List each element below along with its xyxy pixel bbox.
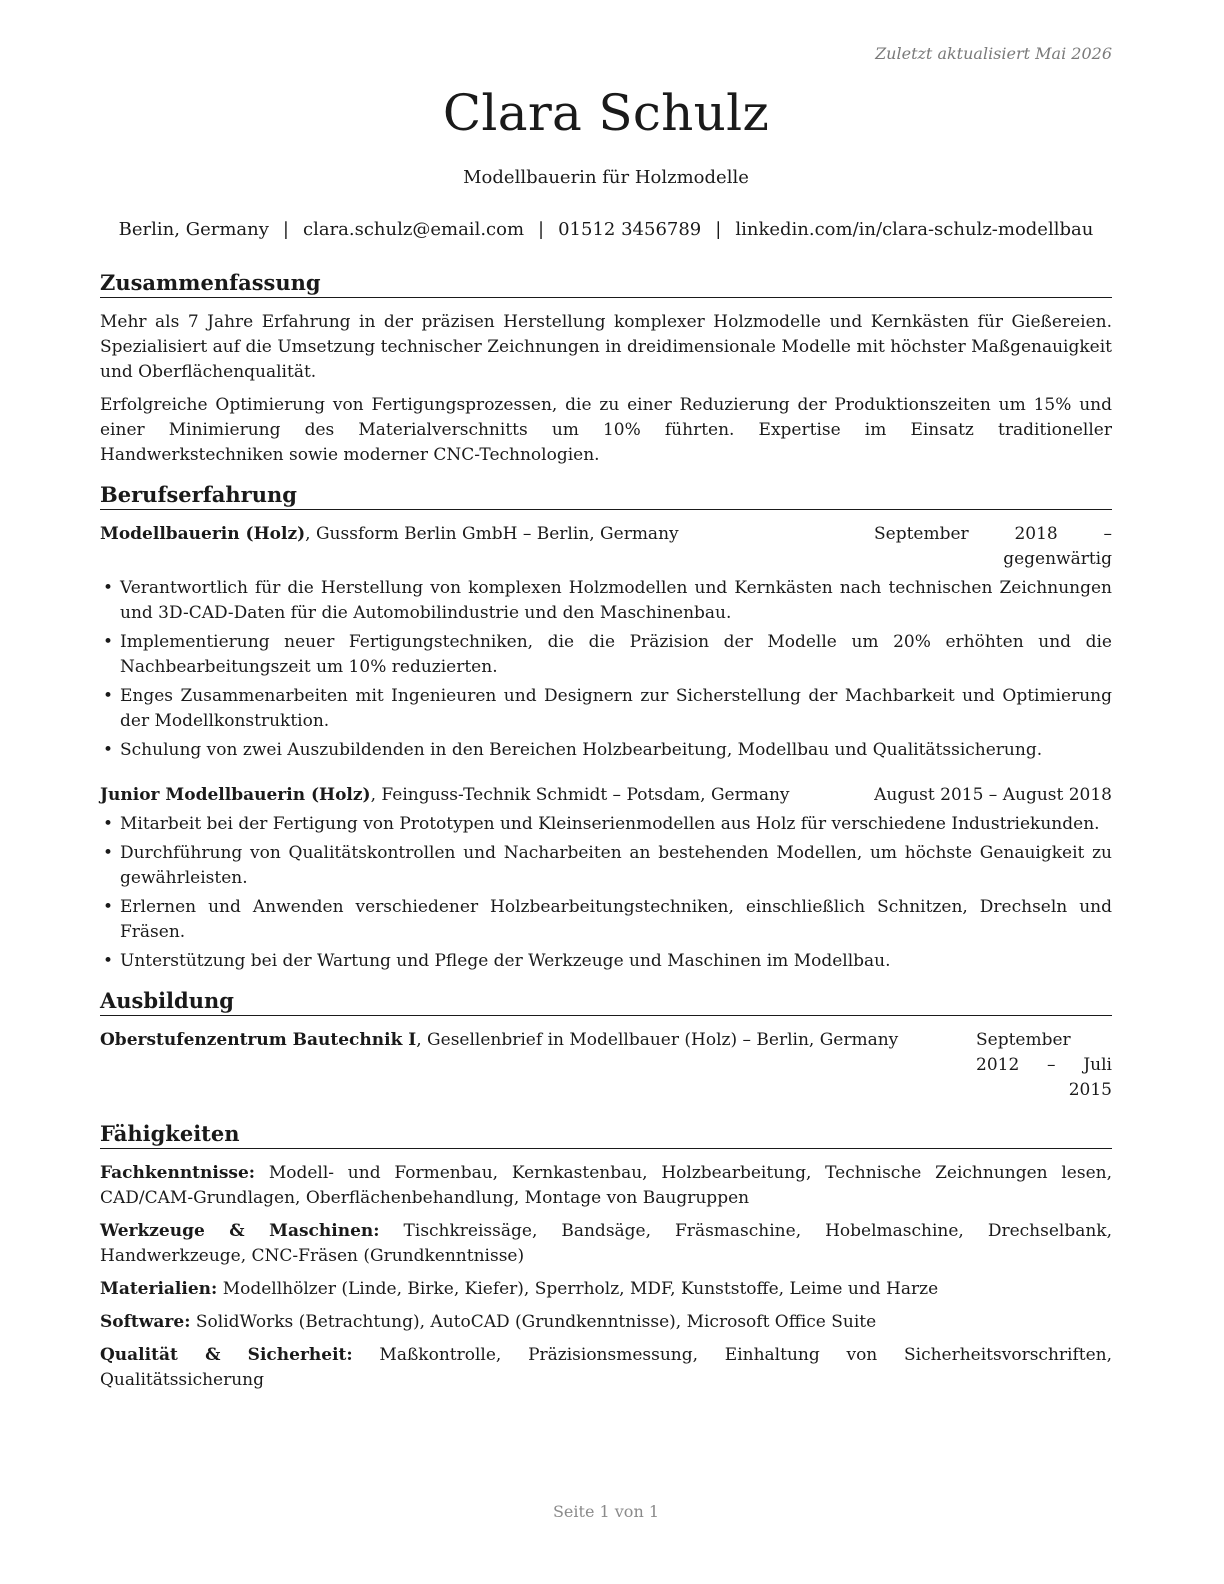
job-entry	[100, 783, 1112, 974]
skill-row	[100, 1277, 1112, 1302]
skill-row	[100, 1161, 1112, 1211]
contact-location: Berlin, Germany	[118, 219, 269, 240]
bullet-text: Implementierung neuer Fertigungstechniken, die die Präzision der Modelle um 20% erhöhten und die Nachbearbeitungszeit um 10% reduzierten.	[120, 632, 1112, 677]
skill-value: Maßkontrolle, Präzisionsmessung, Einhaltung von Sicherheitsvorschriften, Qualitätssicherung	[100, 1345, 1112, 1390]
job-dates: August 2015 – August 2018	[874, 785, 1112, 805]
job-role: Modellbauerin (Holz)	[100, 524, 306, 544]
education-dates: September 2012 – Juli 2015	[976, 1030, 1112, 1100]
list-item	[100, 949, 1112, 974]
job-bullets	[100, 576, 1112, 763]
list-item	[100, 738, 1112, 763]
job-dates: September 2018 – gegenwärtig	[874, 524, 1112, 569]
bullet-icon: •	[103, 814, 114, 834]
education-section	[100, 988, 1112, 1103]
bullet-icon: •	[103, 740, 114, 760]
bullet-text: Schulung von zwei Auszubildenden in den Bereichen Holzbearbeitung, Modellbau und Qualitätssicherung.	[120, 740, 1043, 760]
job-header	[100, 783, 1112, 808]
bullet-text: Durchführung von Qualitätskontrollen und Nacharbeiten an bestehenden Modellen, um höchste Genauigkeit zu gewährleisten.	[120, 843, 1112, 888]
skill-row	[100, 1343, 1112, 1393]
contact-phone: 01512 3456789	[558, 219, 702, 240]
job-entry	[100, 522, 1112, 763]
skill-value: Modell- und Formenbau, Kernkastenbau, Holzbearbeitung, Technische Zeichnungen lesen, CAD/CAM-Grundlagen, Oberflächenbehandlung, Montage von Baugruppen	[100, 1163, 1112, 1208]
contact-linkedin[interactable]: linkedin.com/in/clara-schulz-modellbau	[735, 219, 1094, 240]
list-item	[100, 895, 1112, 945]
bullet-icon: •	[103, 843, 114, 863]
skill-value: Modellhölzer (Linde, Birke, Kiefer), Sperrholz, MDF, Kunststoffe, Leime und Harze	[217, 1279, 939, 1299]
list-item	[100, 684, 1112, 734]
education-line	[100, 1028, 898, 1103]
skill-row	[100, 1219, 1112, 1269]
job-header	[100, 522, 1112, 572]
summary-section	[100, 270, 1112, 468]
page-number: Seite 1 von 1	[552, 1502, 660, 1521]
job-bullets	[100, 812, 1112, 974]
education-entry	[100, 1028, 1112, 1103]
section-title-experience: Berufserfahrung	[100, 482, 1112, 510]
education-degree: , Gesellenbrief in Modellbauer (Holz) – Berlin, Germany	[416, 1030, 899, 1050]
bullet-text: Verantwortlich für die Herstellung von komplexen Holzmodellen und Kernkästen nach technischen Zeichnungen und 3D-CAD-Daten für die Automobilindustrie und den Maschinenbau.	[120, 578, 1112, 623]
person-name: Clara Schulz	[442, 84, 770, 142]
bullet-icon: •	[103, 686, 114, 706]
contact-email[interactable]: clara.schulz@email.com	[302, 219, 525, 240]
summary-paragraph: Mehr als 7 Jahre Erfahrung in der präzisen Herstellung komplexer Holzmodelle und Kernkästen für Gießereien. Spezialisiert auf die Umsetzung technischer Zeichnungen in dreidimensionale Modelle mit höchster Maßgenauigkeit und Oberflächenqualität.	[100, 312, 1112, 382]
skill-label: Fachkenntnisse:	[100, 1163, 256, 1183]
experience-section	[100, 482, 1112, 974]
section-title-skills: Fähigkeiten	[100, 1121, 1112, 1149]
last-updated: Zuletzt aktualisiert Mai 2026	[875, 44, 1112, 63]
headline: Modellbauerin für Holzmodelle	[463, 167, 749, 188]
skill-label: Werkzeuge & Maschinen:	[100, 1221, 380, 1241]
list-item	[100, 630, 1112, 680]
skill-label: Software:	[100, 1312, 191, 1332]
section-title-summary: Zusammenfassung	[100, 270, 1112, 298]
bullet-icon: •	[103, 578, 114, 598]
job-title-line	[100, 783, 790, 808]
skills-section	[100, 1121, 1112, 1393]
summary-paragraph: Erfolgreiche Optimierung von Fertigungsprozessen, die zu einer Reduzierung der Produktionszeiten um 15% und einer Minimierung des Materialverschnitts um 10% führten. Expertise im Einsatz traditioneller Handwerkstechniken sowie moderner CNC-Technologien.	[100, 395, 1112, 465]
contact-line	[88, 219, 1124, 240]
resume-content	[100, 270, 1112, 1401]
skill-value: Tischkreissäge, Bandsäge, Fräsmaschine, Hobelmaschine, Drechselbank, Handwerkzeuge, CNC-Fräsen (Grundkenntnisse)	[100, 1221, 1113, 1266]
contact-separator: |	[538, 219, 545, 240]
education-school: Oberstufenzentrum Bautechnik I	[100, 1030, 417, 1050]
skill-value: SolidWorks (Betrachtung), AutoCAD (Grundkenntnisse), Microsoft Office Suite	[190, 1312, 877, 1332]
job-title-line	[100, 522, 679, 572]
skill-label: Qualität & Sicherheit:	[100, 1345, 353, 1365]
skill-row	[100, 1310, 1112, 1335]
list-item	[100, 841, 1112, 891]
bullet-text: Enges Zusammenarbeiten mit Ingenieuren und Designern zur Sicherstellung der Machbarkeit und Optimierung der Modellkonstruktion.	[120, 686, 1112, 731]
list-item	[100, 576, 1112, 626]
bullet-text: Mitarbeit bei der Fertigung von Prototypen und Kleinserienmodellen aus Holz für verschiedene Industriekunden.	[120, 814, 1100, 834]
resume-page	[100, 0, 1112, 1584]
job-company: , Feinguss-Technik Schmidt – Potsdam, Germany	[370, 785, 790, 805]
bullet-icon: •	[103, 897, 114, 917]
skill-label: Materialien:	[100, 1279, 218, 1299]
section-title-education: Ausbildung	[100, 988, 1112, 1016]
list-item	[100, 812, 1112, 837]
bullet-icon: •	[103, 951, 114, 971]
bullet-text: Erlernen und Anwenden verschiedener Holzbearbeitungstechniken, einschließlich Schnitzen, Drechseln und Fräsen.	[120, 897, 1112, 942]
bullet-text: Unterstützung bei der Wartung und Pflege der Werkzeuge und Maschinen im Modellbau.	[120, 951, 891, 971]
job-role: Junior Modellbauerin (Holz)	[100, 785, 371, 805]
job-company: , Gussform Berlin GmbH – Berlin, Germany	[305, 524, 679, 544]
contact-separator: |	[282, 219, 289, 240]
bullet-icon: •	[103, 632, 114, 652]
contact-separator: |	[715, 219, 722, 240]
